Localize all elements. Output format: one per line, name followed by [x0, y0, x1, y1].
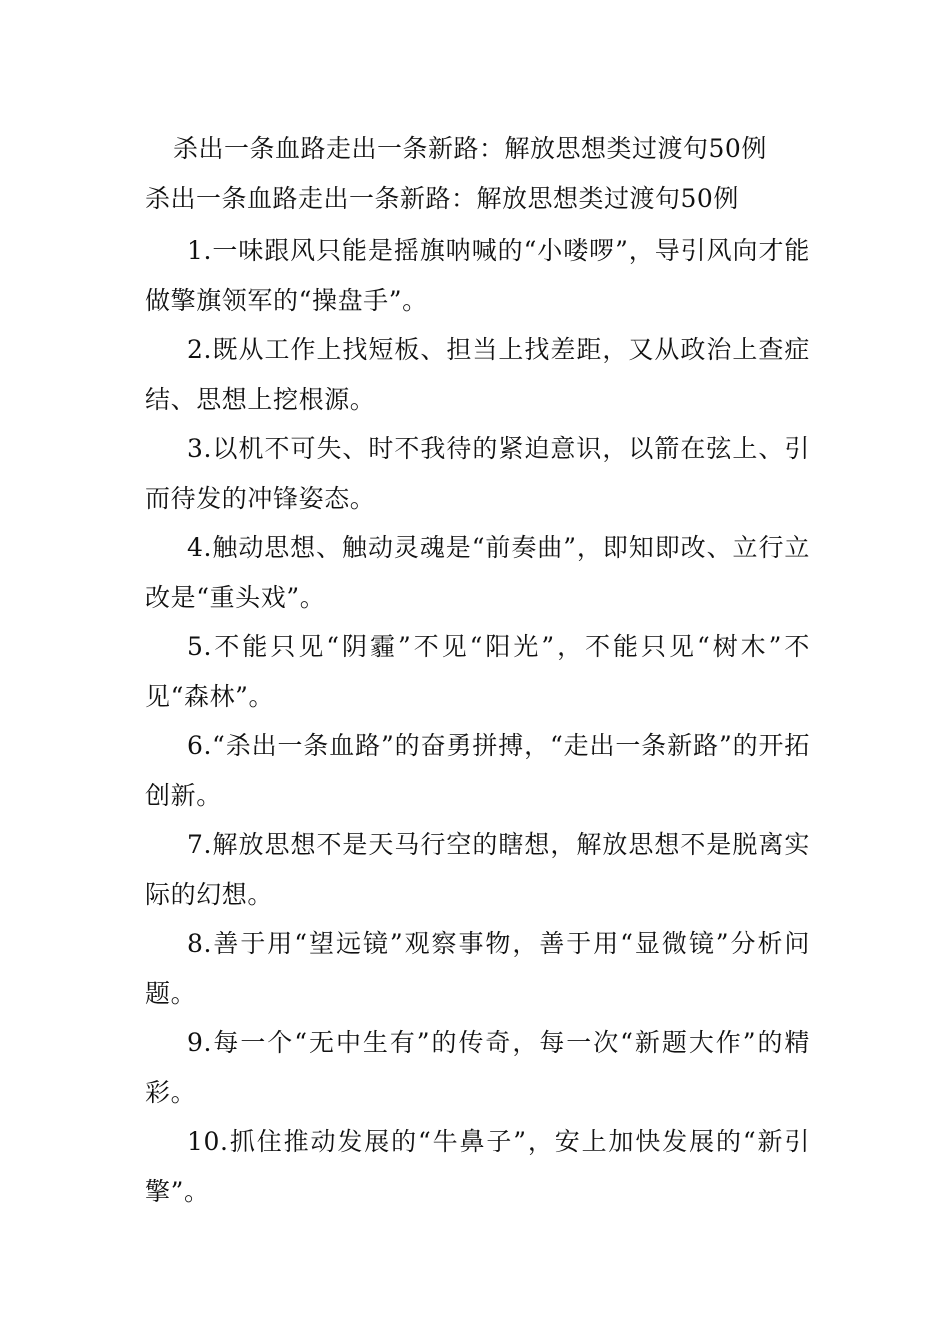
list-item: 1.一味跟风只能是摇旗呐喊的“小喽啰”，导引风向才能做擎旗领军的“操盘手”。: [145, 236, 810, 315]
list-item: 9.每一个“无中生有”的传奇，每一次“新题大作”的精彩。: [145, 1028, 810, 1107]
list-item: 7.解放思想不是天马行空的瞎想，解放思想不是脱离实际的幻想。: [145, 830, 810, 909]
list-item: 10.抓住推动发展的“牛鼻子”，安上加快发展的“新引擎”。: [145, 1127, 810, 1206]
document-title: 杀出一条血路走出一条新路：解放思想类过渡句50例: [173, 134, 767, 163]
document-subtitle: 杀出一条血路走出一条新路：解放思想类过渡句50例: [145, 184, 739, 213]
transition-sentence-list: [145, 226, 810, 1216]
list-item: 4.触动思想、触动灵魂是“前奏曲”，即知即改、立行立改是“重头戏”。: [145, 533, 810, 612]
list-item: 2.既从工作上找短板、担当上找差距，又从政治上查症结、思想上挖根源。: [145, 335, 810, 414]
list-item: 3.以机不可失、时不我待的紧迫意识，以箭在弦上、引而待发的冲锋姿态。: [145, 434, 810, 513]
list-item: 8.善于用“望远镜”观察事物，善于用“显微镜”分析问题。: [145, 929, 810, 1008]
list-item: 5.不能只见“阴霾”不见“阳光”，不能只见“树木”不见“森林”。: [145, 632, 810, 711]
list-item: 6.“杀出一条血路”的奋勇拼搏，“走出一条新路”的开拓创新。: [145, 731, 810, 810]
